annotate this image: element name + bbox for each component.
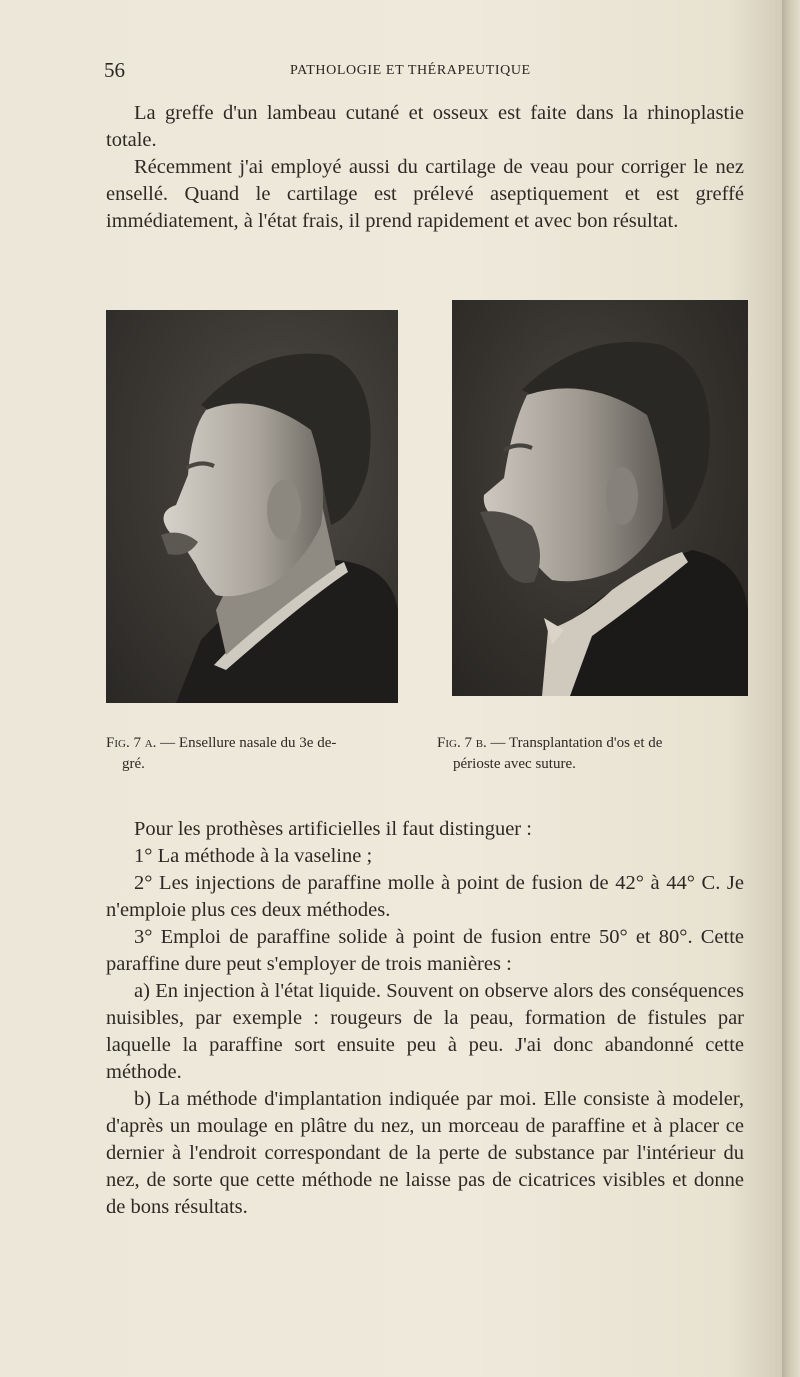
paragraph: 2° Les injections de paraffine molle à point de fusion de 42° à 44° C. Je n'emploie plus ces deux méthodes. xyxy=(106,872,744,921)
paragraph: a) En injection à l'état liquide. Souvent on observe alors des conséquences nuisibles, par exemple : rougeurs de la peau, formation de fistules par laquelle la paraffine sort ensuite peu à peu. J'ai donc abandonné cette méthode. xyxy=(106,980,744,1083)
bottom-text-block xyxy=(106,816,744,1221)
profile-portrait-photo xyxy=(106,310,398,703)
figure-7b-photo xyxy=(452,300,748,696)
figure-7a-caption xyxy=(106,733,428,775)
profile-portrait-photo xyxy=(452,300,748,696)
page-number: 56 xyxy=(104,58,125,82)
paragraph: b) La méthode d'implantation indiquée par moi. Elle consiste à modeler, d'après un moulage en plâtre du nez, un morceau de paraffine et à placer ce dernier à l'endroit correspondant de la perte de substance par l'intérieur du nez, de sorte que cette méthode ne laisse pas de cicatrices visibles et donne de bons résultats. xyxy=(106,1088,744,1218)
figure-label: Fig. 7 a. xyxy=(106,735,157,751)
caption-text: — Ensellure nasale du 3e de- xyxy=(160,735,337,751)
caption-text-continued: gré. xyxy=(122,756,145,772)
paragraph: La greffe d'un lambeau cutané et osseux est faite dans la rhinoplastie totale. xyxy=(106,102,744,151)
caption-text-continued: périoste avec suture. xyxy=(453,756,576,772)
paragraph: 1° La méthode à la vaseline ; xyxy=(134,845,373,867)
figure-label: Fig. 7 b. xyxy=(437,735,487,751)
page-header xyxy=(104,58,744,88)
page-edge xyxy=(782,0,800,1377)
figure-7a-photo xyxy=(106,310,398,703)
top-text-block xyxy=(106,100,744,235)
paragraph: Récemment j'ai employé aussi du cartilage de veau pour corriger le nez ensellé. Quand le cartilage est prélevé aseptiquement et est greffé immédiatement, à l'état frais, il prend rapidement et avec bon résultat. xyxy=(106,156,744,232)
paragraph: Pour les prothèses artificielles il faut distinguer : xyxy=(134,818,532,840)
running-title: PATHOLOGIE ET THÉRAPEUTIQUE xyxy=(290,63,531,78)
caption-text: — Transplantation d'os et de xyxy=(490,735,663,751)
paragraph: 3° Emploi de paraffine solide à point de fusion entre 50° et 80°. Cette paraffine dure peut s'employer de trois manières : xyxy=(106,926,744,975)
figure-7b-caption xyxy=(437,733,755,775)
